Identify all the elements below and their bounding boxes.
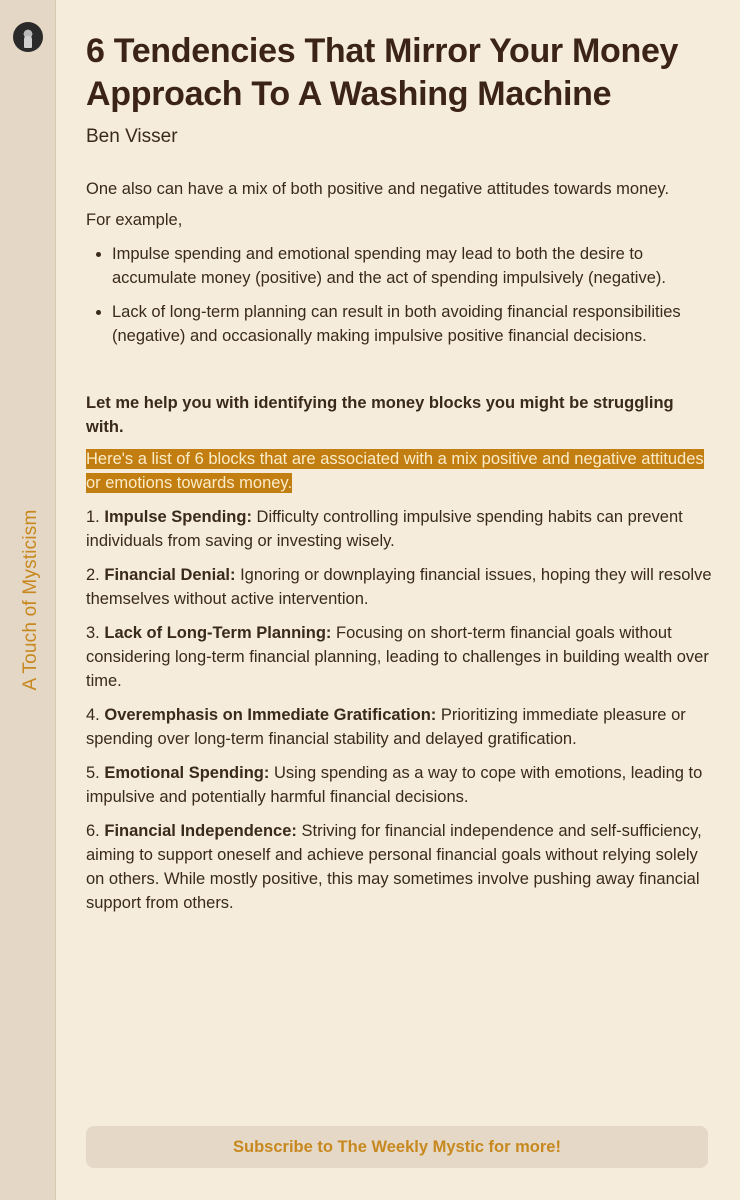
article-title: 6 Tendencies That Mirror Your Money Approach To A Washing Machine [86, 32, 679, 113]
block-item [86, 505, 712, 553]
block-item [86, 621, 712, 693]
item-desc: Difficulty controlling impulsive spending habits can prevent individuals from saving or investing wisely. [86, 508, 683, 550]
item-number: 1. [86, 508, 100, 526]
item-number: 4. [86, 706, 100, 724]
example-list [86, 242, 712, 348]
item-term: Financial Independence: [104, 822, 297, 840]
block-item [86, 563, 712, 611]
item-term: Impulse Spending: [104, 508, 252, 526]
item-number: 6. [86, 822, 100, 840]
item-number: 2. [86, 566, 100, 584]
block-item [86, 703, 712, 751]
publication-brand[interactable]: A Touch of Mysticism [20, 509, 41, 691]
item-desc: Using spending as a way to cope with emotions, leading to impulsive and potentially harmful financial decisions. [86, 764, 703, 806]
item-term: Overemphasis on Immediate Gratification: [104, 706, 437, 724]
block-item [86, 761, 712, 809]
article-author: Ben Visser [86, 126, 178, 147]
intro-paragraph: One also can have a mix of both positive and negative attitudes towards money. [86, 180, 670, 198]
item-term: Lack of Long-Term Planning: [104, 624, 332, 642]
item-desc: Focusing on short-term financial goals without considering long-term financial planning, leading to challenges in building wealth over time. [86, 624, 709, 690]
highlight-span: Here's a list of 6 blocks that are associated with a mix positive and negative attitudes or emotions towards money. [86, 450, 704, 492]
subscribe-button[interactable]: Subscribe to The Weekly Mystic for more! [86, 1126, 708, 1168]
sidebar [0, 0, 56, 1200]
item-number: 5. [86, 764, 100, 782]
cta-lead: Let me help you with identifying the money blocks you might be struggling with. [86, 394, 674, 436]
item-number: 3. [86, 624, 100, 642]
item-desc: Ignoring or downplaying financial issues, hoping they will resolve themselves without active intervention. [86, 566, 712, 608]
item-desc: Prioritizing immediate pleasure or spending over long-term financial stability and delayed gratification. [86, 706, 686, 748]
highlighted-text [86, 447, 712, 495]
article [86, 30, 712, 915]
list-item: • Lack of long-term planning can result in both avoiding financial responsibilities (negative) and occasionally making impulsive positive financial decisions. [112, 300, 712, 348]
example-lead: For example, [86, 211, 183, 229]
item-term: Financial Denial: [104, 566, 236, 584]
list-item: • Impulse spending and emotional spending may lead to both the desire to accumulate money (positive) and the act of spending impulsively (negative). [112, 242, 712, 290]
item-desc: Striving for financial independence and self-sufficiency, aiming to support oneself and achieve personal financial goals without relying solely on others. While mostly positive, this may sometimes involve pushing away financial support from others. [86, 822, 702, 912]
block-item [86, 819, 712, 915]
item-term: Emotional Spending: [104, 764, 270, 782]
author-avatar-icon[interactable] [13, 22, 43, 52]
